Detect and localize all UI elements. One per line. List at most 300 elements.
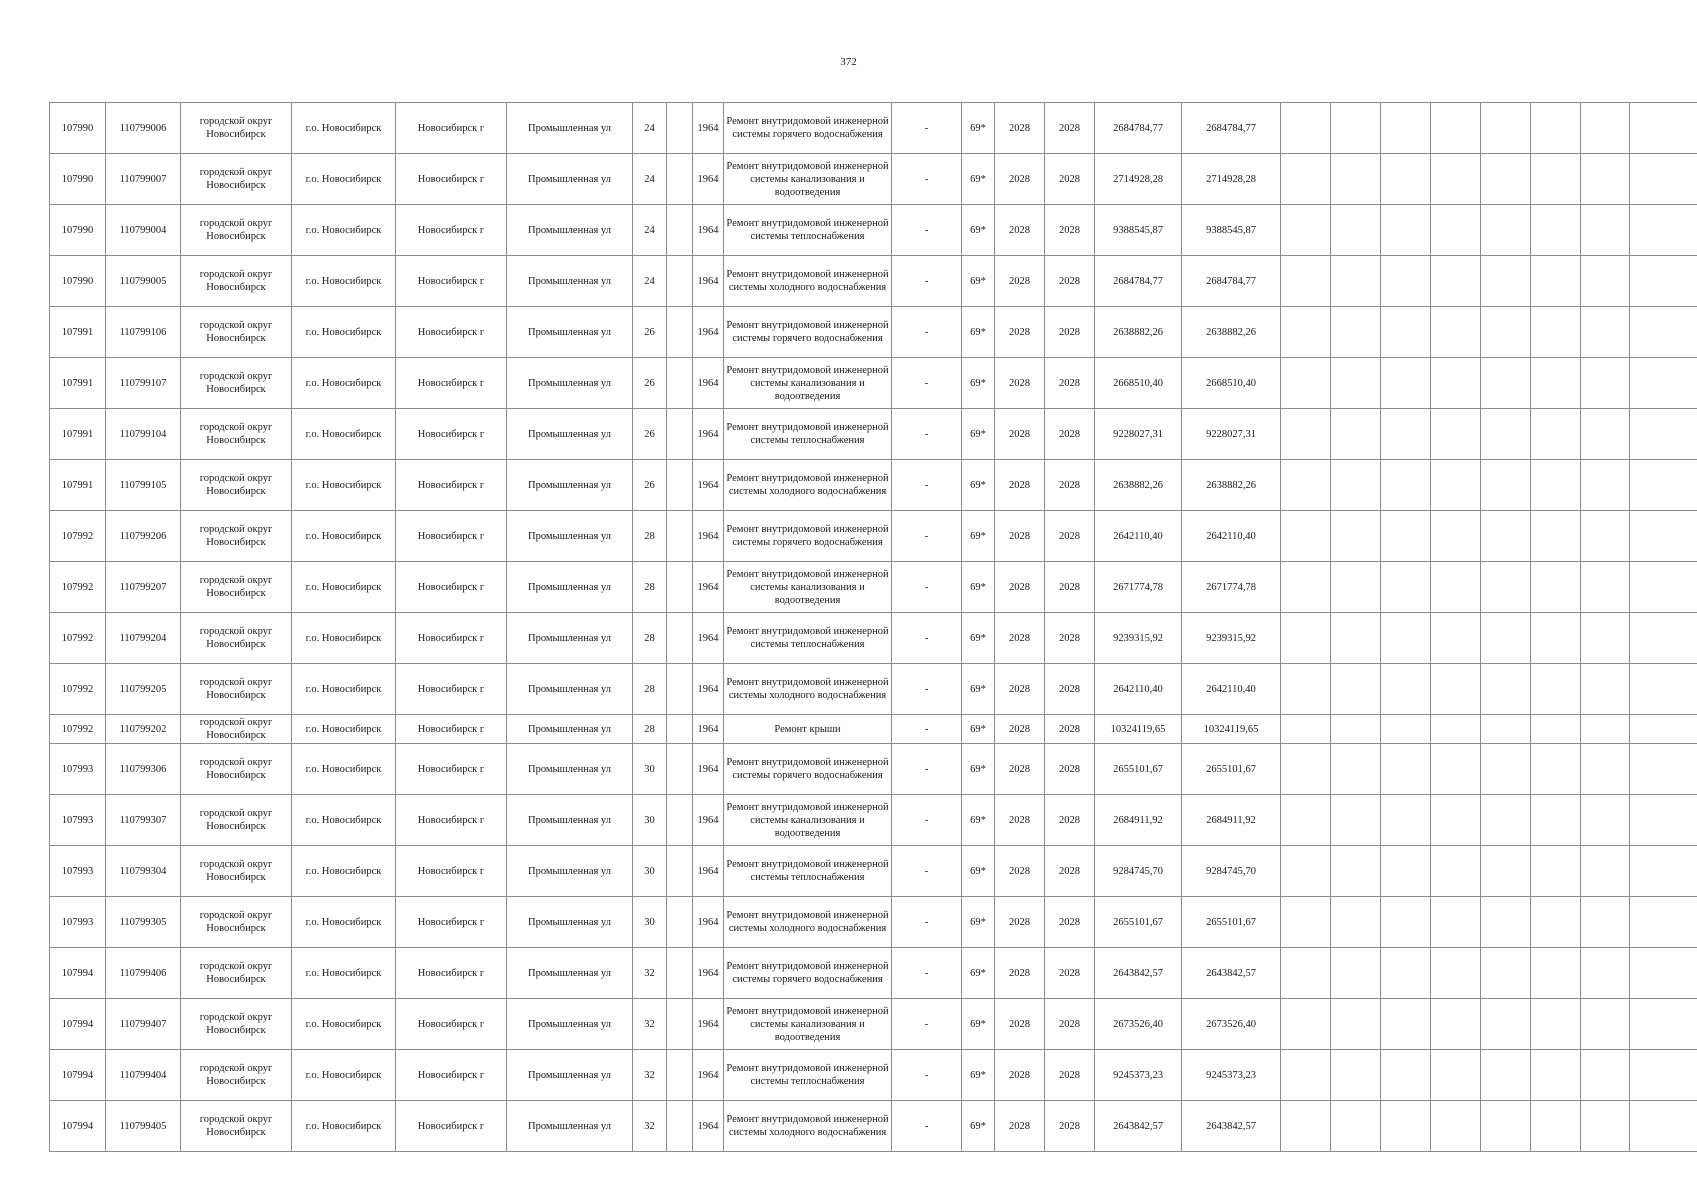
cell-empty — [667, 307, 693, 358]
cell-id: 107990 — [50, 103, 106, 154]
cell-empty — [1481, 358, 1531, 409]
table-row — [50, 154, 1697, 205]
cell-code: 110799104 — [106, 409, 181, 460]
cell-house: 32 — [633, 1101, 667, 1152]
cell-city: Новосибирск г — [396, 613, 507, 664]
cell-empty — [1531, 948, 1581, 999]
cell-empty — [1281, 409, 1331, 460]
cell-year-from: 2028 — [995, 999, 1045, 1050]
cell-city: Новосибирск г — [396, 897, 507, 948]
cell-empty — [1630, 562, 1697, 613]
cell-empty — [1381, 715, 1431, 744]
cell-id: 107991 — [50, 358, 106, 409]
cell-empty — [1531, 1050, 1581, 1101]
cell-id: 107991 — [50, 409, 106, 460]
cell-empty — [1581, 358, 1630, 409]
cell-year: 1964 — [693, 562, 724, 613]
cell-cost-fund: 2643842,57 — [1182, 1101, 1281, 1152]
cell-empty — [1331, 664, 1381, 715]
cell-id: 107990 — [50, 256, 106, 307]
cell-id: 107990 — [50, 154, 106, 205]
cell-empty — [1281, 715, 1331, 744]
cell-street: Промышленная ул — [507, 460, 633, 511]
cell-dash: - — [892, 715, 962, 744]
table-row — [50, 664, 1697, 715]
cell-municipality: городской округ Новосибирск — [181, 103, 292, 154]
cell-dash: - — [892, 613, 962, 664]
cell-empty — [667, 205, 693, 256]
cell-dash: - — [892, 205, 962, 256]
cell-street: Промышленная ул — [507, 1050, 633, 1101]
cell-year-to: 2028 — [1045, 154, 1095, 205]
cell-empty — [667, 103, 693, 154]
cell-empty — [1281, 744, 1331, 795]
table-row — [50, 307, 1697, 358]
cell-empty — [1331, 256, 1381, 307]
cell-year-to: 2028 — [1045, 795, 1095, 846]
cell-empty — [1431, 358, 1481, 409]
cell-cost-fund: 9284745,70 — [1182, 846, 1281, 897]
cell-cost-fund: 2671774,78 — [1182, 562, 1281, 613]
cell-empty — [1381, 1050, 1431, 1101]
cell-empty — [1281, 256, 1331, 307]
cell-empty — [1531, 1101, 1581, 1152]
cell-empty — [1281, 511, 1331, 562]
cell-dash: - — [892, 999, 962, 1050]
table-body — [50, 103, 1697, 1152]
cell-dash: - — [892, 1101, 962, 1152]
cell-municipality: городской округ Новосибирск — [181, 795, 292, 846]
cell-empty — [1431, 1101, 1481, 1152]
cell-code: 110799006 — [106, 103, 181, 154]
cell-municipality: городской округ Новосибирск — [181, 154, 292, 205]
cell-cost-fund: 2684784,77 — [1182, 256, 1281, 307]
cell-cost-total: 9228027,31 — [1095, 409, 1182, 460]
cell-empty — [1431, 999, 1481, 1050]
cell-cost-fund: 2642110,40 — [1182, 664, 1281, 715]
cell-municipality: городской округ Новосибирск — [181, 562, 292, 613]
cell-empty — [1581, 511, 1630, 562]
cell-year-to: 2028 — [1045, 1101, 1095, 1152]
cell-street: Промышленная ул — [507, 154, 633, 205]
cell-year: 1964 — [693, 664, 724, 715]
cell-rate: 69* — [962, 846, 995, 897]
cell-empty — [1531, 460, 1581, 511]
cell-empty — [1381, 460, 1431, 511]
cell-empty — [1381, 409, 1431, 460]
cell-city: Новосибирск г — [396, 154, 507, 205]
cell-code: 110799202 — [106, 715, 181, 744]
cell-empty — [1481, 999, 1531, 1050]
cell-cost-fund: 2643842,57 — [1182, 948, 1281, 999]
cell-house: 28 — [633, 613, 667, 664]
table-row — [50, 999, 1697, 1050]
cell-house: 24 — [633, 103, 667, 154]
table-row — [50, 205, 1697, 256]
cell-code: 110799404 — [106, 1050, 181, 1101]
cell-year-from: 2028 — [995, 409, 1045, 460]
cell-empty — [1281, 154, 1331, 205]
cell-city: Новосибирск г — [396, 795, 507, 846]
cell-id: 107992 — [50, 715, 106, 744]
cell-empty — [1481, 1050, 1531, 1101]
cell-year-from: 2028 — [995, 1101, 1045, 1152]
cell-house: 26 — [633, 409, 667, 460]
cell-street: Промышленная ул — [507, 999, 633, 1050]
cell-empty — [1381, 897, 1431, 948]
cell-empty — [1481, 664, 1531, 715]
cell-empty — [1281, 103, 1331, 154]
cell-year-to: 2028 — [1045, 511, 1095, 562]
cell-empty — [1481, 613, 1531, 664]
cell-cost-total: 2684911,92 — [1095, 795, 1182, 846]
table-row — [50, 358, 1697, 409]
cell-empty — [1431, 307, 1481, 358]
cell-district: г.о. Новосибирск — [292, 511, 396, 562]
cell-empty — [1630, 715, 1697, 744]
cell-empty — [1581, 664, 1630, 715]
cell-empty — [1431, 205, 1481, 256]
cell-code: 110799206 — [106, 511, 181, 562]
cell-work: Ремонт внутридомовой инженерной системы теплоснабжения — [724, 1050, 892, 1101]
cell-cost-total: 2643842,57 — [1095, 948, 1182, 999]
cell-house: 30 — [633, 744, 667, 795]
cell-work: Ремонт внутридомовой инженерной системы холодного водоснабжения — [724, 664, 892, 715]
cell-year: 1964 — [693, 999, 724, 1050]
cell-empty — [1630, 154, 1697, 205]
cell-empty — [1581, 562, 1630, 613]
cell-empty — [1381, 664, 1431, 715]
cell-empty — [1481, 103, 1531, 154]
cell-cost-total: 9284745,70 — [1095, 846, 1182, 897]
cell-code: 110799407 — [106, 999, 181, 1050]
cell-street: Промышленная ул — [507, 715, 633, 744]
cell-empty — [1481, 715, 1531, 744]
cell-dash: - — [892, 103, 962, 154]
cell-year: 1964 — [693, 715, 724, 744]
cell-empty — [1531, 358, 1581, 409]
cell-empty — [1381, 1101, 1431, 1152]
cell-empty — [1481, 307, 1531, 358]
cell-dash: - — [892, 511, 962, 562]
cell-house: 32 — [633, 948, 667, 999]
cell-empty — [1331, 358, 1381, 409]
cell-municipality: городской округ Новосибирск — [181, 897, 292, 948]
cell-empty — [1481, 1101, 1531, 1152]
cell-empty — [1531, 664, 1581, 715]
page-number: 372 — [840, 56, 857, 68]
cell-rate: 69* — [962, 715, 995, 744]
cell-empty — [1331, 205, 1381, 256]
cell-empty — [1531, 613, 1581, 664]
cell-cost-total: 2668510,40 — [1095, 358, 1182, 409]
cell-year-from: 2028 — [995, 307, 1045, 358]
cell-empty — [1481, 205, 1531, 256]
cell-street: Промышленная ул — [507, 948, 633, 999]
cell-rate: 69* — [962, 795, 995, 846]
cell-empty — [1531, 744, 1581, 795]
cell-empty — [1481, 948, 1531, 999]
cell-empty — [1431, 562, 1481, 613]
cell-empty — [1281, 795, 1331, 846]
cell-district: г.о. Новосибирск — [292, 613, 396, 664]
cell-cost-fund: 10324119,65 — [1182, 715, 1281, 744]
cell-empty — [1481, 409, 1531, 460]
cell-empty — [1331, 744, 1381, 795]
cell-year: 1964 — [693, 307, 724, 358]
cell-year: 1964 — [693, 103, 724, 154]
cell-empty — [667, 562, 693, 613]
cell-empty — [1630, 1050, 1697, 1101]
cell-id: 107992 — [50, 613, 106, 664]
cell-dash: - — [892, 562, 962, 613]
cell-empty — [1331, 948, 1381, 999]
cell-empty — [667, 511, 693, 562]
cell-cost-total: 2655101,67 — [1095, 897, 1182, 948]
cell-district: г.о. Новосибирск — [292, 409, 396, 460]
cell-empty — [1531, 846, 1581, 897]
cell-year-from: 2028 — [995, 948, 1045, 999]
cell-municipality: городской округ Новосибирск — [181, 715, 292, 744]
cell-empty — [1331, 795, 1381, 846]
cell-year: 1964 — [693, 205, 724, 256]
cell-empty — [667, 409, 693, 460]
cell-year-from: 2028 — [995, 1050, 1045, 1101]
cell-empty — [667, 897, 693, 948]
cell-empty — [1630, 358, 1697, 409]
cell-work: Ремонт внутридомовой инженерной системы теплоснабжения — [724, 205, 892, 256]
cell-cost-fund: 2668510,40 — [1182, 358, 1281, 409]
cell-work: Ремонт внутридомовой инженерной системы горячего водоснабжения — [724, 744, 892, 795]
cell-city: Новосибирск г — [396, 999, 507, 1050]
cell-empty — [1281, 897, 1331, 948]
cell-dash: - — [892, 307, 962, 358]
cell-district: г.о. Новосибирск — [292, 744, 396, 795]
cell-district: г.о. Новосибирск — [292, 1101, 396, 1152]
cell-dash: - — [892, 409, 962, 460]
cell-empty — [1630, 307, 1697, 358]
cell-empty — [1281, 307, 1331, 358]
cell-street: Промышленная ул — [507, 613, 633, 664]
cell-empty — [667, 744, 693, 795]
cell-empty — [1331, 511, 1381, 562]
cell-cost-fund: 2638882,26 — [1182, 307, 1281, 358]
cell-municipality: городской округ Новосибирск — [181, 1050, 292, 1101]
cell-rate: 69* — [962, 948, 995, 999]
table-row — [50, 948, 1697, 999]
cell-work: Ремонт внутридомовой инженерной системы горячего водоснабжения — [724, 103, 892, 154]
cell-street: Промышленная ул — [507, 846, 633, 897]
cell-empty — [1331, 307, 1381, 358]
table-row — [50, 715, 1697, 744]
cell-empty — [1581, 256, 1630, 307]
cell-street: Промышленная ул — [507, 256, 633, 307]
cell-empty — [1381, 562, 1431, 613]
cell-id: 107994 — [50, 1101, 106, 1152]
cell-empty — [1431, 613, 1481, 664]
cell-empty — [667, 460, 693, 511]
cell-work: Ремонт внутридомовой инженерной системы холодного водоснабжения — [724, 256, 892, 307]
cell-work: Ремонт внутридомовой инженерной системы горячего водоснабжения — [724, 307, 892, 358]
cell-empty — [1630, 460, 1697, 511]
cell-empty — [667, 1101, 693, 1152]
cell-year: 1964 — [693, 409, 724, 460]
cell-empty — [1381, 846, 1431, 897]
cell-id: 107993 — [50, 897, 106, 948]
cell-city: Новосибирск г — [396, 511, 507, 562]
cell-house: 24 — [633, 256, 667, 307]
cell-cost-fund: 2673526,40 — [1182, 999, 1281, 1050]
cell-empty — [1431, 256, 1481, 307]
cell-work: Ремонт внутридомовой инженерной системы холодного водоснабжения — [724, 1101, 892, 1152]
cell-work: Ремонт внутридомовой инженерной системы горячего водоснабжения — [724, 511, 892, 562]
cell-year-to: 2028 — [1045, 1050, 1095, 1101]
cell-city: Новосибирск г — [396, 358, 507, 409]
cell-id: 107992 — [50, 664, 106, 715]
cell-municipality: городской округ Новосибирск — [181, 511, 292, 562]
cell-empty — [1581, 1101, 1630, 1152]
cell-municipality: городской округ Новосибирск — [181, 1101, 292, 1152]
cell-year-from: 2028 — [995, 256, 1045, 307]
cell-empty — [1531, 999, 1581, 1050]
cell-district: г.о. Новосибирск — [292, 205, 396, 256]
cell-empty — [1431, 715, 1481, 744]
cell-empty — [1481, 846, 1531, 897]
cell-year-to: 2028 — [1045, 205, 1095, 256]
cell-empty — [1581, 999, 1630, 1050]
cell-year: 1964 — [693, 897, 724, 948]
cell-house: 24 — [633, 154, 667, 205]
cell-dash: - — [892, 154, 962, 205]
cell-empty — [1281, 460, 1331, 511]
cell-city: Новосибирск г — [396, 409, 507, 460]
cell-empty — [1381, 795, 1431, 846]
cell-code: 110799406 — [106, 948, 181, 999]
cell-code: 110799305 — [106, 897, 181, 948]
cell-dash: - — [892, 948, 962, 999]
cell-street: Промышленная ул — [507, 511, 633, 562]
cell-cost-total: 2671774,78 — [1095, 562, 1182, 613]
cell-municipality: городской округ Новосибирск — [181, 999, 292, 1050]
cell-street: Промышленная ул — [507, 1101, 633, 1152]
cell-cost-total: 2643842,57 — [1095, 1101, 1182, 1152]
cell-empty — [1481, 460, 1531, 511]
cell-year-from: 2028 — [995, 897, 1045, 948]
cell-year: 1964 — [693, 948, 724, 999]
cell-district: г.о. Новосибирск — [292, 715, 396, 744]
table-row — [50, 795, 1697, 846]
cell-empty — [1381, 744, 1431, 795]
cell-empty — [1630, 999, 1697, 1050]
cell-id: 107991 — [50, 307, 106, 358]
cell-rate: 69* — [962, 562, 995, 613]
cell-empty — [667, 1050, 693, 1101]
cell-work: Ремонт внутридомовой инженерной системы теплоснабжения — [724, 409, 892, 460]
cell-house: 32 — [633, 1050, 667, 1101]
cell-work: Ремонт внутридомовой инженерной системы канализования и водоотведения — [724, 795, 892, 846]
cell-dash: - — [892, 460, 962, 511]
cell-municipality: городской округ Новосибирск — [181, 307, 292, 358]
cell-empty — [1281, 1101, 1331, 1152]
cell-empty — [1630, 664, 1697, 715]
cell-empty — [1581, 795, 1630, 846]
cell-district: г.о. Новосибирск — [292, 154, 396, 205]
cell-empty — [1431, 1050, 1481, 1101]
cell-year: 1964 — [693, 795, 724, 846]
cell-id: 107991 — [50, 460, 106, 511]
cell-code: 110799107 — [106, 358, 181, 409]
cell-code: 110799004 — [106, 205, 181, 256]
cell-municipality: городской округ Новосибирск — [181, 744, 292, 795]
cell-code: 110799307 — [106, 795, 181, 846]
cell-district: г.о. Новосибирск — [292, 562, 396, 613]
cell-empty — [1581, 103, 1630, 154]
cell-empty — [1331, 460, 1381, 511]
cell-year: 1964 — [693, 846, 724, 897]
cell-house: 30 — [633, 846, 667, 897]
cell-district: г.о. Новосибирск — [292, 948, 396, 999]
cell-year-to: 2028 — [1045, 846, 1095, 897]
cell-code: 110799207 — [106, 562, 181, 613]
cell-house: 24 — [633, 205, 667, 256]
table-row — [50, 562, 1697, 613]
cell-year: 1964 — [693, 358, 724, 409]
cell-id: 107992 — [50, 511, 106, 562]
cell-empty — [1581, 1050, 1630, 1101]
cell-year: 1964 — [693, 256, 724, 307]
cell-code: 110799306 — [106, 744, 181, 795]
cell-street: Промышленная ул — [507, 103, 633, 154]
cell-dash: - — [892, 256, 962, 307]
cell-empty — [1281, 562, 1331, 613]
cell-district: г.о. Новосибирск — [292, 256, 396, 307]
cell-rate: 69* — [962, 256, 995, 307]
cell-empty — [1431, 948, 1481, 999]
cell-code: 110799205 — [106, 664, 181, 715]
cell-empty — [1531, 562, 1581, 613]
cell-year-from: 2028 — [995, 511, 1045, 562]
cell-street: Промышленная ул — [507, 562, 633, 613]
cell-year-to: 2028 — [1045, 664, 1095, 715]
table-row — [50, 460, 1697, 511]
cell-dash: - — [892, 846, 962, 897]
cell-rate: 69* — [962, 409, 995, 460]
cell-empty — [1381, 358, 1431, 409]
cell-id: 107994 — [50, 1050, 106, 1101]
cell-empty — [1431, 103, 1481, 154]
cell-city: Новосибирск г — [396, 562, 507, 613]
cell-year-to: 2028 — [1045, 460, 1095, 511]
cell-empty — [1630, 409, 1697, 460]
cell-empty — [1331, 409, 1381, 460]
cell-code: 110799304 — [106, 846, 181, 897]
cell-work: Ремонт внутридомовой инженерной системы канализования и водоотведения — [724, 999, 892, 1050]
cell-rate: 69* — [962, 897, 995, 948]
cell-cost-total: 9388545,87 — [1095, 205, 1182, 256]
cell-house: 26 — [633, 307, 667, 358]
cell-empty — [667, 613, 693, 664]
cell-year: 1964 — [693, 511, 724, 562]
cell-empty — [1481, 897, 1531, 948]
cell-cost-fund: 2684911,92 — [1182, 795, 1281, 846]
cell-street: Промышленная ул — [507, 205, 633, 256]
cell-year: 1964 — [693, 154, 724, 205]
cell-empty — [1531, 715, 1581, 744]
cell-empty — [667, 795, 693, 846]
cell-empty — [1581, 715, 1630, 744]
cell-rate: 69* — [962, 460, 995, 511]
cell-work: Ремонт внутридомовой инженерной системы канализования и водоотведения — [724, 562, 892, 613]
